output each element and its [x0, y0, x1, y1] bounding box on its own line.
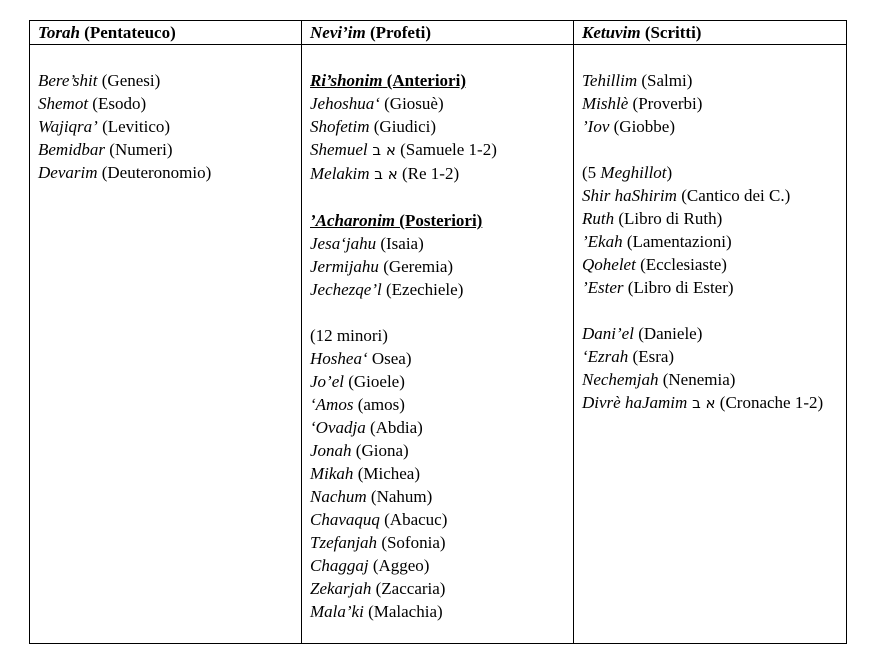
- minori-heading: (12 minori): [310, 326, 388, 345]
- meghillah-book: Shir haShirim (Cantico dei C.): [582, 186, 791, 205]
- neviim-book: Jechezqe’l (Ezechiele): [310, 280, 464, 299]
- torah-book: Devarim (Deuteronomio): [38, 163, 212, 182]
- header-ketuvim: Ketuvim (Scritti): [574, 21, 847, 45]
- minori-book: Mala’ki (Malachia): [310, 602, 443, 621]
- meghillot-heading: (5 Meghillot): [582, 163, 673, 182]
- minori-book: Nachum (Nahum): [310, 487, 433, 506]
- neviim-book: Melakim א ב (Re 1-2): [310, 164, 460, 183]
- neviim-cell: [302, 45, 574, 644]
- minori-book: Tzefanjah (Sofonia): [310, 533, 446, 552]
- minori-book: ‘Amos (amos): [310, 395, 405, 414]
- rishonim-heading: Ri’shonim (Anteriori): [310, 71, 466, 90]
- ketuvim-book: Mishlè (Proverbi): [582, 94, 703, 113]
- ketuvim-book: ‘Ezrah (Esra): [582, 347, 675, 366]
- header-torah: Torah (Pentateuco): [30, 21, 302, 45]
- meghillah-book: ’Ester (Libro di Ester): [582, 278, 734, 297]
- ketuvim-book: Tehillim (Salmi): [582, 71, 693, 90]
- minori-book: Mikah (Michea): [310, 464, 420, 483]
- torah-book: Shemot (Esodo): [38, 94, 147, 113]
- minori-book: Zekarjah (Zaccaria): [310, 579, 446, 598]
- spacer: [310, 186, 567, 209]
- torah-book: Wajiqra’ (Levitico): [38, 117, 171, 136]
- ketuvim-book: Dani’el (Daniele): [582, 324, 703, 343]
- ketuvim-book: ’Iov (Giobbe): [582, 117, 675, 136]
- minori-book: ‘Ovadja (Abdia): [310, 418, 423, 437]
- minori-book: Jonah (Giona): [310, 441, 409, 460]
- spacer: [582, 299, 840, 322]
- canon-table: [29, 20, 847, 644]
- neviim-book: Jesa‘jahu (Isaia): [310, 234, 424, 253]
- ketuvim-book: Divrè haJamim א ב (Cronache 1-2): [582, 393, 824, 412]
- neviim-book: Shemuel א ב (Samuele 1-2): [310, 140, 497, 159]
- meghillah-book: Ruth (Libro di Ruth): [582, 209, 723, 228]
- meghillah-book: Qohelet (Ecclesiaste): [582, 255, 727, 274]
- minori-book: Hoshea‘ Osea): [310, 349, 412, 368]
- torah-book: Bere’shit (Genesi): [38, 71, 161, 90]
- content-row: [30, 45, 847, 644]
- spacer: [582, 138, 840, 161]
- torah-book: Bemidbar (Numeri): [38, 140, 173, 159]
- minori-book: Jo’el (Gioele): [310, 372, 405, 391]
- spacer: [310, 301, 567, 324]
- acharonim-heading: ’Acharonim (Posteriori): [310, 211, 483, 230]
- header-neviim: Nevi’im (Profeti): [302, 21, 574, 45]
- minori-book: Chavaquq (Abacuc): [310, 510, 448, 529]
- neviim-book: Shofetim (Giudici): [310, 117, 437, 136]
- neviim-book: Jermijahu (Geremia): [310, 257, 454, 276]
- header-row: [30, 21, 847, 45]
- minori-book: Chaggaj (Aggeo): [310, 556, 430, 575]
- torah-cell: [30, 45, 302, 644]
- meghillah-book: ’Ekah (Lamentazioni): [582, 232, 732, 251]
- ketuvim-book: Nechemjah (Nenemia): [582, 370, 736, 389]
- neviim-book: Jehoshua‘ (Giosuè): [310, 94, 444, 113]
- ketuvim-cell: [574, 45, 847, 644]
